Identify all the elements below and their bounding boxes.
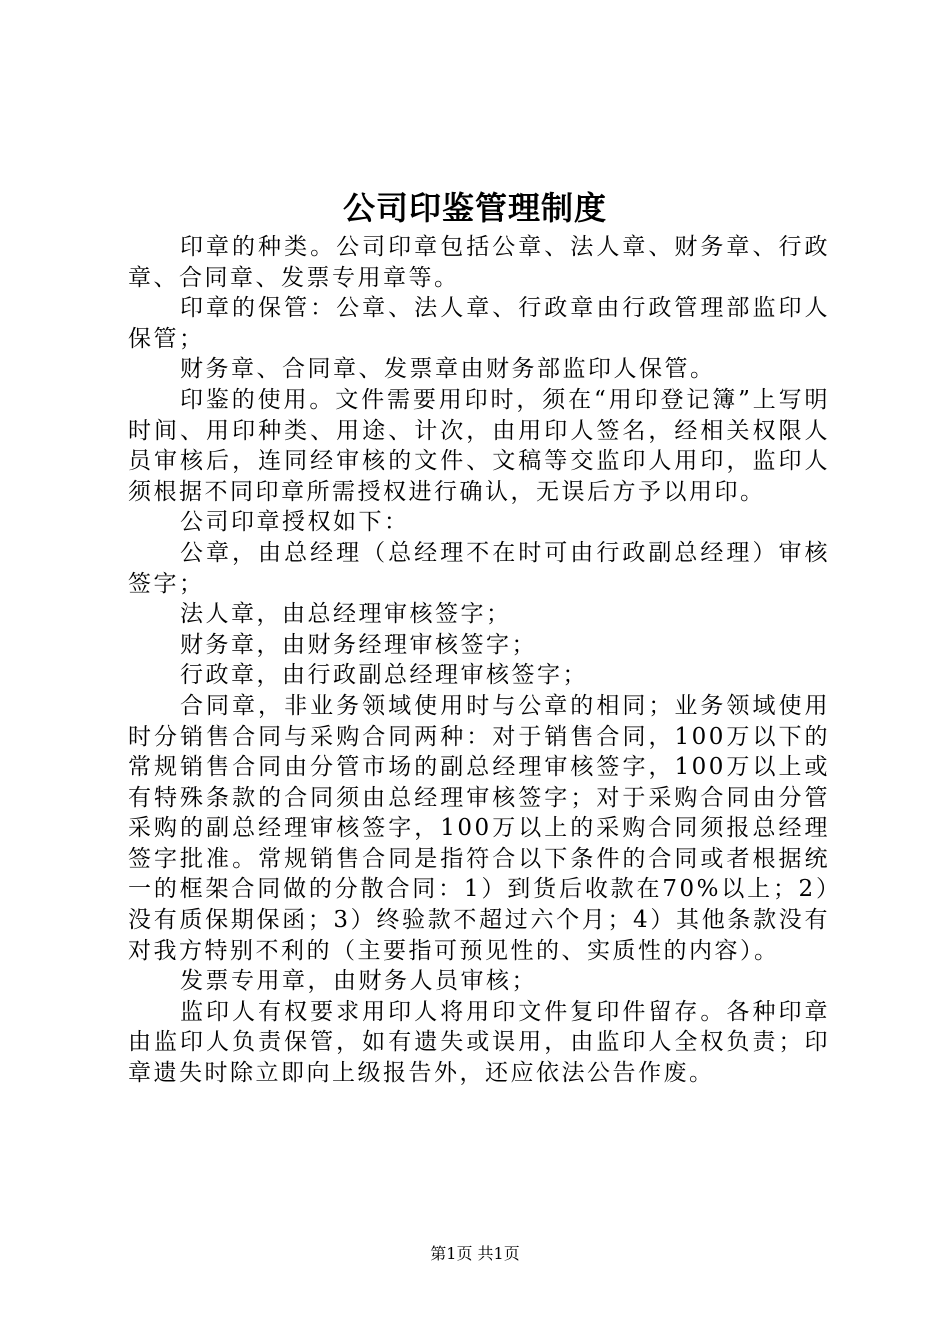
- paragraph-finance-custody: 财务章、合同章、发票章由财务部监印人保管。: [180, 356, 716, 383]
- paragraph-authorization-intro: 公司印章授权如下：: [180, 509, 410, 536]
- paragraph-legal-rep-seal: 法人章，由总经理审核签字；: [180, 601, 512, 628]
- paragraph-admin-seal: 行政章，由行政副总经理审核签字；: [180, 662, 588, 689]
- paragraph-seal-custody: 印章的保管：公章、法人章、行政章由行政管理部监印人保管；: [128, 295, 830, 352]
- paragraph-finance-seal: 财务章，由财务经理审核签字；: [180, 631, 537, 658]
- page-footer: 第1页 共1页: [430, 1244, 520, 1263]
- paragraph-custodian-rights: 监印人有权要求用印人将用印文件复印件留存。各种印章由监印人负责保管，如有遗失或误用，由监印人全权负责；印章遗失时除立即向上级报告外，还应依法公告作废。: [128, 998, 830, 1087]
- paragraph-official-seal: 公章，由总经理（总经理不在时可由行政副总经理）审核签字；: [128, 539, 830, 597]
- paragraph-invoice-seal: 发票专用章，由财务人员审核；: [180, 968, 537, 995]
- paragraph-seal-types: 印章的种类。公司印章包括公章、法人章、财务章、行政章、合同章、发票专用章等。: [128, 234, 830, 291]
- document-title: 公司印鉴管理制度: [342, 189, 607, 227]
- document-body: [128, 232, 830, 1089]
- paragraph-seal-usage: 印鉴的使用。文件需要用印时，须在“用印登记簿”上写明时间、用印种类、用途、计次，由用印人签名，经相关权限人员审核后，连同经审核的文件、文稿等交监印人用印，监印人须根据不同印章所需授权进行确认，无误后方予以用印。: [128, 386, 830, 505]
- paragraph-contract-seal: 合同章，非业务领域使用时与公章的相同；业务领域使用时分销售合同与采购合同两种：对于销售合同，100万以下的常规销售合同由分管市场的副总经理审核签字，100万以上或有特殊条款的合同须由总经理审核签字；对于采购合同由分管采购的副总经理审核签字，100万以上的采购合同须报总经理签字批准。常规销售合同是指符合以下条件的合同或者根据统一的框架合同做的分散合同：1）到货后收款在70%以上；2）没有质保期保函；3）终验款不超过六个月；4）其他条款没有对我方特别不利的（主要指可预见性的、实质性的内容）。: [128, 692, 830, 964]
